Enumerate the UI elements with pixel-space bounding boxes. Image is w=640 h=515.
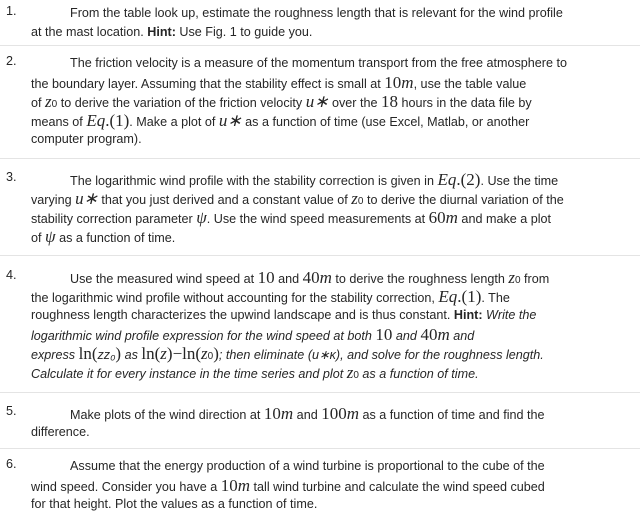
math-symbol: m bbox=[401, 73, 414, 92]
text-run: as a function of time (use Excel, Matlab, or another bbox=[241, 115, 530, 129]
text-run: over the bbox=[328, 96, 381, 110]
math-symbol: Eq bbox=[86, 111, 106, 130]
math-symbol: 60 bbox=[428, 208, 446, 227]
italic-run: Calculate it for every instance in the time series and plot bbox=[31, 367, 347, 381]
item-text bbox=[31, 457, 631, 514]
math-symbol: m bbox=[237, 476, 251, 495]
text-line bbox=[31, 170, 631, 189]
divider bbox=[0, 255, 640, 256]
text-line bbox=[31, 476, 631, 495]
italic-run: u∗κ bbox=[312, 348, 336, 362]
italic-run: ), and solve for the roughness length. bbox=[335, 348, 544, 362]
text-run: Make plots of the wind direction at bbox=[70, 408, 264, 422]
math-symbol: m bbox=[346, 404, 359, 423]
math-symbol: 0 bbox=[353, 370, 359, 381]
math-symbol: ln( bbox=[141, 344, 161, 363]
math-symbol: 100 bbox=[321, 404, 347, 423]
text-line bbox=[31, 404, 631, 423]
math-symbol: .(1) bbox=[105, 111, 130, 130]
item-text bbox=[31, 4, 631, 42]
math-symbol: .(2) bbox=[456, 170, 481, 189]
italic-run: logarithmic wind profile expression for the wind speed at both bbox=[31, 329, 376, 343]
math-symbol: 10 bbox=[220, 476, 238, 495]
divider bbox=[0, 45, 640, 46]
italic-run: as bbox=[121, 348, 142, 362]
divider bbox=[0, 392, 640, 393]
text-run: to derive the roughness length bbox=[331, 272, 509, 286]
text-run: stability correction parameter bbox=[31, 212, 197, 226]
math-symbol: z bbox=[201, 344, 208, 363]
text-run: for that height. Plot the values as a function of time. bbox=[31, 497, 318, 511]
text-run: of bbox=[31, 96, 46, 110]
math-symbol: 18 bbox=[380, 92, 398, 111]
math-symbol: 10 bbox=[375, 325, 393, 344]
text-run: and bbox=[274, 272, 303, 286]
item-number: 3. bbox=[6, 170, 17, 184]
text-run: computer program). bbox=[31, 132, 142, 146]
text-line bbox=[31, 130, 631, 149]
text-run: . The bbox=[481, 291, 510, 305]
math-symbol: ln( bbox=[78, 344, 98, 363]
text-run: Use the measured wind speed at bbox=[70, 272, 258, 286]
text-run: The friction velocity is a measure of the momentum transport from the free atmosphere to bbox=[70, 56, 567, 70]
text-line bbox=[31, 287, 631, 306]
text-line bbox=[31, 73, 631, 92]
italic-run: as a function of time. bbox=[358, 367, 479, 381]
text-run: From the table look up, estimate the roughness length that is relevant for the wind profile bbox=[70, 6, 563, 20]
math-symbol: u∗ bbox=[75, 189, 98, 208]
text-run: wind speed. Consider you have a bbox=[31, 480, 221, 494]
math-symbol: u∗ bbox=[305, 92, 329, 111]
text-line bbox=[31, 423, 631, 442]
text-line bbox=[31, 457, 631, 476]
math-symbol: )−ln( bbox=[166, 344, 202, 363]
text-line bbox=[31, 227, 631, 246]
item-number: 1. bbox=[6, 4, 17, 18]
text-line bbox=[31, 4, 631, 23]
text-run: as a function of time. bbox=[55, 231, 176, 245]
text-line bbox=[31, 344, 631, 363]
math-symbol: 0 bbox=[514, 275, 521, 286]
text-line bbox=[31, 111, 631, 130]
text-run: Assume that the energy production of a wind turbine is proportional to the cube of the bbox=[70, 459, 545, 473]
math-symbol: 0 bbox=[357, 196, 364, 207]
item-text bbox=[31, 54, 631, 149]
item-number: 2. bbox=[6, 54, 17, 68]
text-line bbox=[31, 306, 631, 325]
text-run: the boundary layer. Assuming that the stability effect is small at bbox=[31, 77, 385, 91]
text-run: The logarithmic wind profile with the stability correction is given in bbox=[70, 174, 438, 188]
divider bbox=[0, 448, 640, 449]
text-run: that you just derived and a constant value of bbox=[97, 193, 352, 207]
math-symbol: z bbox=[346, 363, 354, 382]
text-run: means of bbox=[31, 115, 87, 129]
text-run: . Use the wind speed measurements at bbox=[206, 212, 429, 226]
math-symbol: m bbox=[280, 404, 294, 423]
math-symbol: z bbox=[45, 92, 52, 111]
text-run: and make a plot bbox=[457, 212, 552, 226]
text-line bbox=[31, 208, 631, 227]
hint-label: Hint: bbox=[453, 308, 483, 322]
text-run: varying bbox=[31, 193, 76, 207]
divider bbox=[0, 158, 640, 159]
text-run: the logarithmic wind profile without accounting for the stability correction, bbox=[31, 291, 439, 305]
math-symbol: Eq bbox=[437, 170, 457, 189]
text-run: roughness length characterizes the upwind landscape and is thus constant. bbox=[31, 308, 454, 322]
math-symbol: 10 bbox=[263, 404, 281, 423]
text-run: to derive the variation of the friction velocity bbox=[57, 96, 306, 110]
text-run: at the mast location. bbox=[31, 25, 148, 39]
math-symbol: m bbox=[319, 268, 332, 287]
hint-label: Hint: bbox=[147, 25, 176, 39]
math-symbol: 10 bbox=[384, 73, 402, 92]
math-symbol: z bbox=[508, 268, 515, 287]
text-run: difference. bbox=[31, 425, 90, 439]
text-run: Use Fig. 1 to guide you. bbox=[175, 25, 313, 39]
item-number: 5. bbox=[6, 404, 17, 418]
item-text bbox=[31, 268, 631, 382]
text-line bbox=[31, 54, 631, 73]
italic-run: and bbox=[449, 329, 475, 343]
text-run: , use the table value bbox=[413, 77, 527, 91]
text-line bbox=[31, 325, 631, 344]
text-line bbox=[31, 189, 631, 208]
math-symbol: m bbox=[445, 208, 458, 227]
text-run: of bbox=[31, 231, 46, 245]
item-text bbox=[31, 170, 631, 246]
text-run: . Make a plot of bbox=[129, 115, 219, 129]
math-symbol: 0 bbox=[207, 351, 214, 362]
italic-run: ; then eliminate ( bbox=[218, 348, 313, 362]
text-line bbox=[31, 268, 631, 287]
text-line bbox=[31, 23, 631, 42]
math-symbol: m bbox=[437, 325, 450, 344]
math-symbol: z bbox=[351, 189, 358, 208]
item-number: 4. bbox=[6, 268, 17, 282]
math-symbol: Eq bbox=[438, 287, 458, 306]
italic-run: zz₀ bbox=[97, 348, 116, 362]
italic-run: express bbox=[31, 348, 79, 362]
math-symbol: 10 bbox=[257, 268, 275, 287]
math-symbol: ψ bbox=[45, 227, 56, 246]
italic-run: and bbox=[392, 329, 421, 343]
italic-run: Write the bbox=[482, 308, 537, 322]
math-symbol: u∗ bbox=[218, 111, 242, 130]
text-run: to derive the diurnal variation of the bbox=[363, 193, 564, 207]
text-line bbox=[31, 92, 631, 111]
text-run: tall wind turbine and calculate the wind speed cubed bbox=[250, 480, 545, 494]
math-symbol: .(1) bbox=[457, 287, 482, 306]
math-symbol: ψ bbox=[196, 208, 207, 227]
text-run: as a function of time and find the bbox=[358, 408, 545, 422]
text-run: and bbox=[293, 408, 322, 422]
math-symbol: ) bbox=[115, 344, 122, 363]
text-run: hours in the data file by bbox=[397, 96, 532, 110]
math-symbol: 0 bbox=[51, 99, 58, 110]
item-number: 6. bbox=[6, 457, 17, 471]
text-line bbox=[31, 363, 631, 382]
math-symbol: 40 bbox=[420, 325, 438, 344]
math-symbol: z bbox=[160, 344, 167, 363]
text-run: from bbox=[520, 272, 550, 286]
text-line bbox=[31, 495, 631, 514]
math-symbol: 40 bbox=[302, 268, 320, 287]
item-text bbox=[31, 404, 631, 442]
text-run: . Use the time bbox=[480, 174, 559, 188]
math-symbol: ) bbox=[213, 344, 219, 363]
